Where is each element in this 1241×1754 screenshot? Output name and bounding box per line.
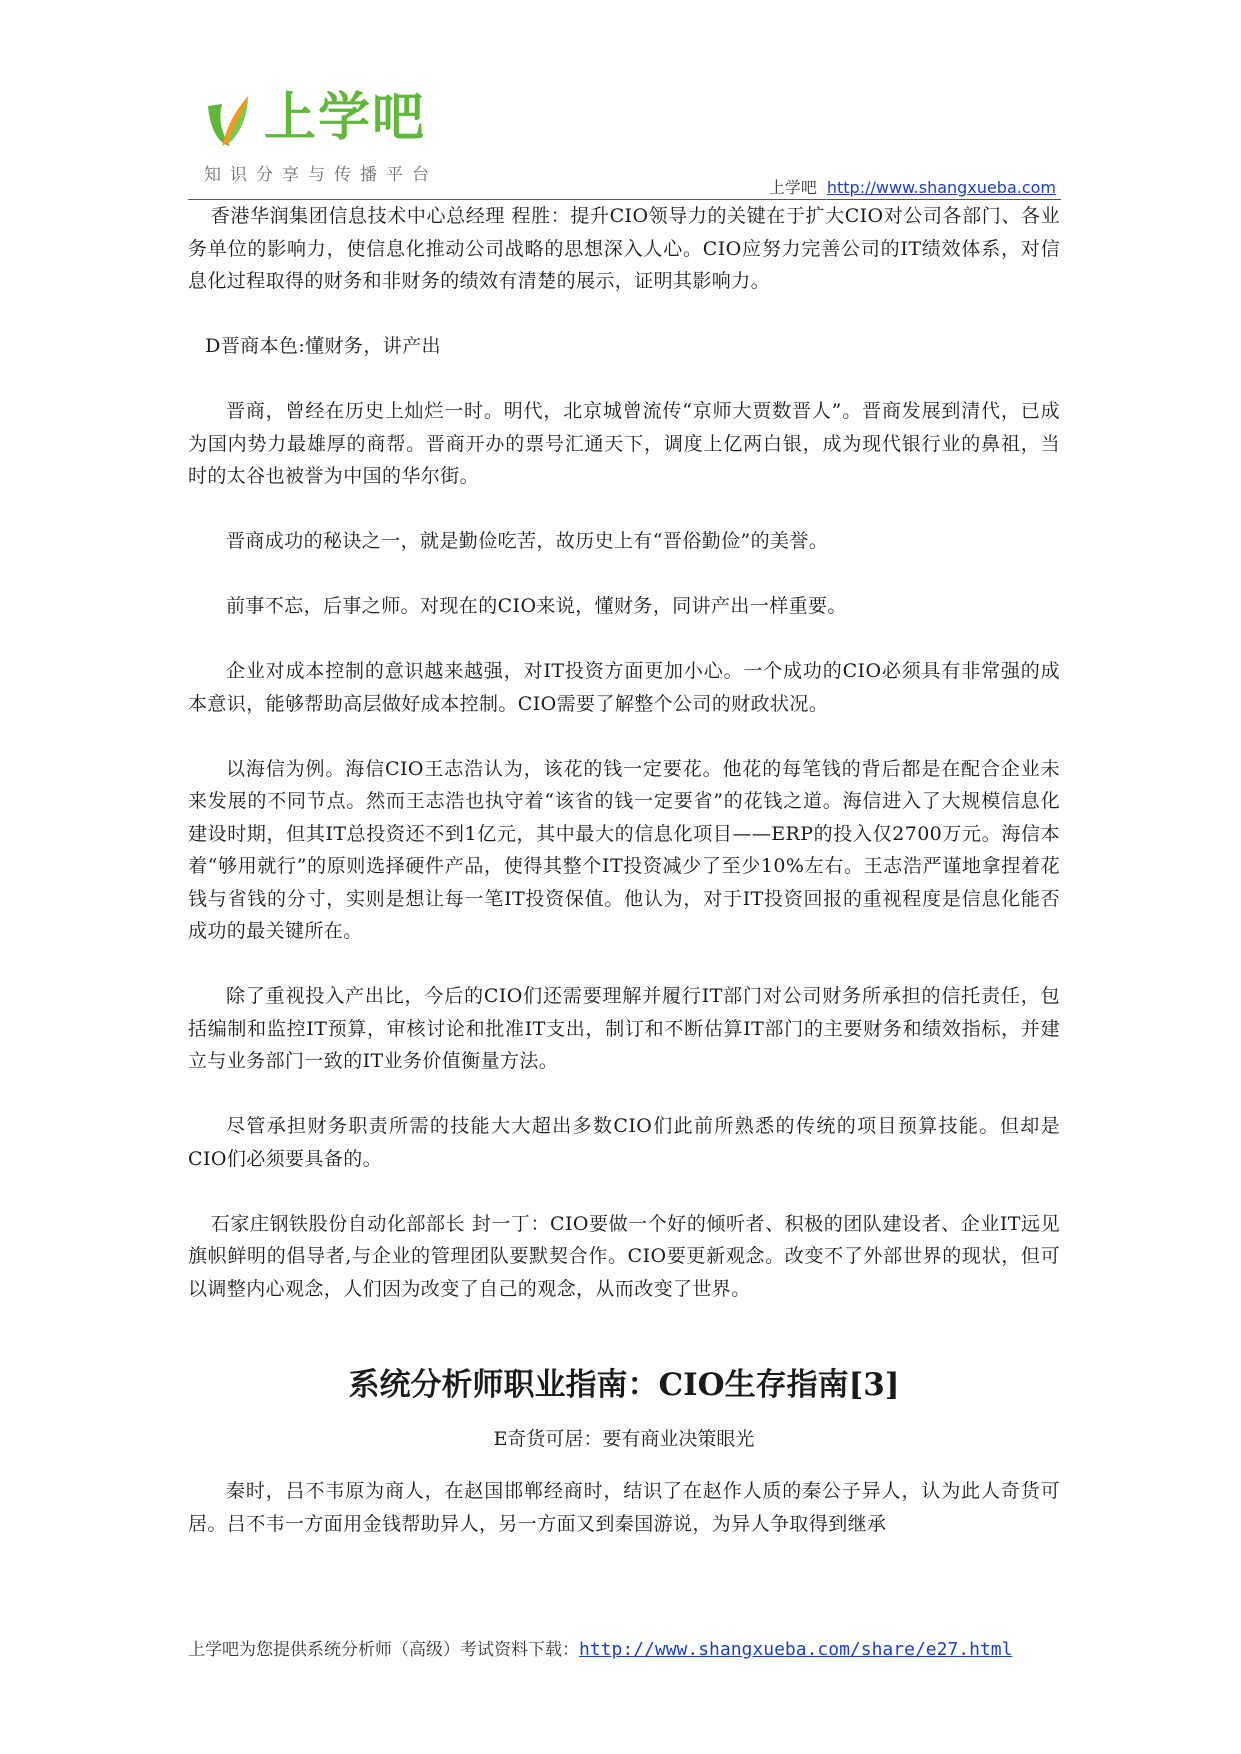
- paragraph: 香港华润集团信息技术中心总经理 程胜：提升CIO领导力的关键在于扩大CIO对公司各部门、各业务单位的影响力，使信息化推动公司战略的思想深入人心。CIO应努力完善公司的IT绩效体系，对信息化过程取得的财务和非财务的绩效有清楚的展示，证明其影响力。: [188, 205, 1060, 292]
- paragraph: 尽管承担财务职责所需的技能大大超出多数CIO们此前所熟悉的传统的项目预算技能。但却是CIO们必须要具备的。: [188, 1115, 1060, 1170]
- logo-tagline: 知识分享与传播平台: [204, 165, 438, 185]
- paragraph: 晋商成功的秘诀之一，就是勤俭吃苦，故历史上有“晋俗勤俭”的美誉。: [226, 530, 829, 552]
- paragraph: 以海信为例。海信CIO王志浩认为，该花的钱一定要花。他花的每笔钱的背后都是在配合企业未来发展的不同节点。然而王志浩也执守着“该省的钱一定要省”的花钱之道。海信进入了大规模信息化建设时期，但其IT总投资还不到1亿元，其中最大的信息化项目——ERP的投入仅2700万元。海信本着“够用就行”的原则选择硬件产品，使得其整个IT投资减少了至少10%左右。王志浩严谨地拿捏着花钱与省钱的分寸，实则是想让每一笔IT投资保值。他认为，对于IT投资回报的重视程度是信息化能否成功的最关键所在。: [188, 757, 1060, 942]
- logo-wordmark: 上学吧: [264, 88, 427, 148]
- footer-text: 上学吧为您提供系统分析师（高级）考试资料下载：: [188, 1640, 579, 1660]
- section-subhead: E奇货可居：要有商业决策眼光: [493, 1428, 755, 1450]
- paragraph: 前事不忘，后事之师。对现在的CIO来说，懂财务，同讲产出一样重要。: [226, 595, 847, 617]
- paragraph: 企业对成本控制的意识越来越强，对IT投资方面更加小心。一个成功的CIO必须具有非常强的成本意识，能够帮助高层做好成本控制。CIO需要了解整个公司的财政状况。: [188, 660, 1060, 715]
- paragraph: 除了重视投入产出比，今后的CIO们还需要理解并履行IT部门对公司财务所承担的信托责任，包括编制和监控IT预算，审核讨论和批准IT支出，制订和不断估算IT部门的主要财务和绩效指标，并建立与业务部门一致的IT业务价值衡量方法。: [188, 985, 1060, 1072]
- footer: [188, 1635, 1012, 1660]
- footer-download-link[interactable]: http://www.shangxueba.com/share/e27.html: [579, 1639, 1013, 1660]
- site-logo[interactable]: [200, 88, 460, 188]
- article-body: [188, 200, 1060, 1540]
- leaf-logo-icon: [200, 88, 260, 150]
- header-site-link[interactable]: http://www.shangxueba.com: [826, 178, 1056, 197]
- section-title: 系统分析师职业指南：CIO生存指南[3]: [348, 1367, 900, 1403]
- header-site-name: 上学吧: [768, 178, 817, 197]
- paragraph: 秦时，吕不韦原为商人，在赵国邯郸经商时，结识了在赵作人质的秦公子异人，认为此人奇货可居。吕不韦一方面用金钱帮助异人，另一方面又到秦国游说，为异人争取得到继承: [188, 1480, 1060, 1535]
- section-heading-d: D晋商本色:懂财务，讲产出: [205, 335, 441, 357]
- header-site-info: [769, 175, 1056, 198]
- paragraph: 石家庄钢铁股份自动化部部长 封一丁：CIO要做一个好的倾听者、积极的团队建设者、企业IT远见旗帜鲜明的倡导者,与企业的管理团队要默契合作。CIO要更新观念。改变不了外部世界的现状，但可以调整内心观念，人们因为改变了自己的观念，从而改变了世界。: [188, 1212, 1060, 1300]
- paragraph: 晋商，曾经在历史上灿烂一时。明代，北京城曾流传“京师大贾数晋人”。晋商发展到清代，已成为国内势力最雄厚的商帮。晋商开办的票号汇通天下，调度上亿两白银，成为现代银行业的鼻祖，当时的太谷也被誉为中国的华尔街。: [188, 400, 1060, 487]
